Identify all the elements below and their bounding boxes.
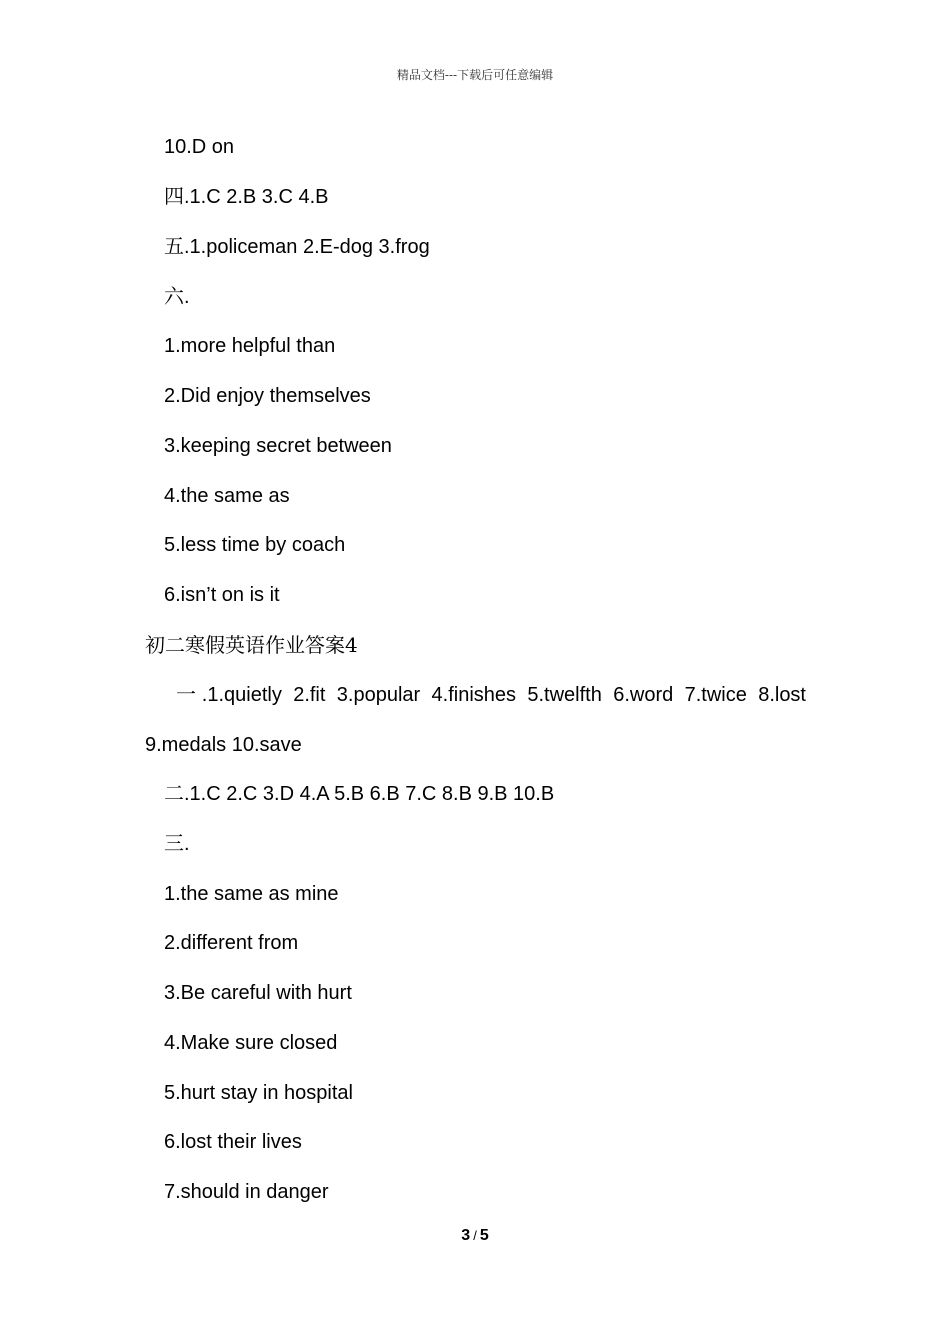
answer-line: 四.1.C 2.B 3.C 4.B (164, 186, 329, 208)
page-header: 精品文档---下载后可任意编辑 (396, 68, 554, 82)
answer-line: 1.the same as mine (164, 883, 339, 905)
answer-line: 2.Did enjoy themselves (164, 385, 371, 407)
answer-line: 4.the same as (164, 485, 290, 507)
page-separator: / (473, 1228, 477, 1243)
answer-line: 10.D on (164, 136, 235, 158)
total-pages-number: 5 (479, 1227, 489, 1244)
answer-line: 4.Make sure closed (164, 1032, 338, 1054)
answer-line: 二.1.C 2.C 3.D 4.A 5.B 6.B 7.C 8.B 9.B 10.B (164, 783, 555, 805)
answer-line: 五.1.policeman 2.E-dog 3.frog (164, 236, 430, 258)
answer-line: 9.medals 10.save (145, 734, 302, 756)
answer-line: 1.more helpful than (164, 335, 336, 357)
page-number (0, 1226, 950, 1246)
answer-line: 三. (164, 833, 190, 855)
answer-line: 3.keeping secret between (164, 435, 392, 457)
answer-line: 6.isn’t on is it (164, 584, 280, 606)
answer-line: 一.1.quietly 2.fit 3.popular 4.finishes 5.twelfth 6.word 7.twice 8.lost (176, 684, 806, 706)
answer-line: 5.less time by coach (164, 534, 346, 556)
answer-line: 7.should in danger (164, 1181, 329, 1203)
answer-line: 六. (164, 286, 190, 308)
answer-line: 5.hurt stay in hospital (164, 1082, 353, 1104)
current-page-number: 3 (461, 1227, 471, 1244)
answer-line: 2.different from (164, 932, 299, 954)
answer-line: 6.lost their lives (164, 1131, 302, 1153)
answer-line: 3.Be careful with hurt (164, 982, 352, 1004)
section-heading: 初二寒假英语作业答案4 (145, 633, 358, 657)
